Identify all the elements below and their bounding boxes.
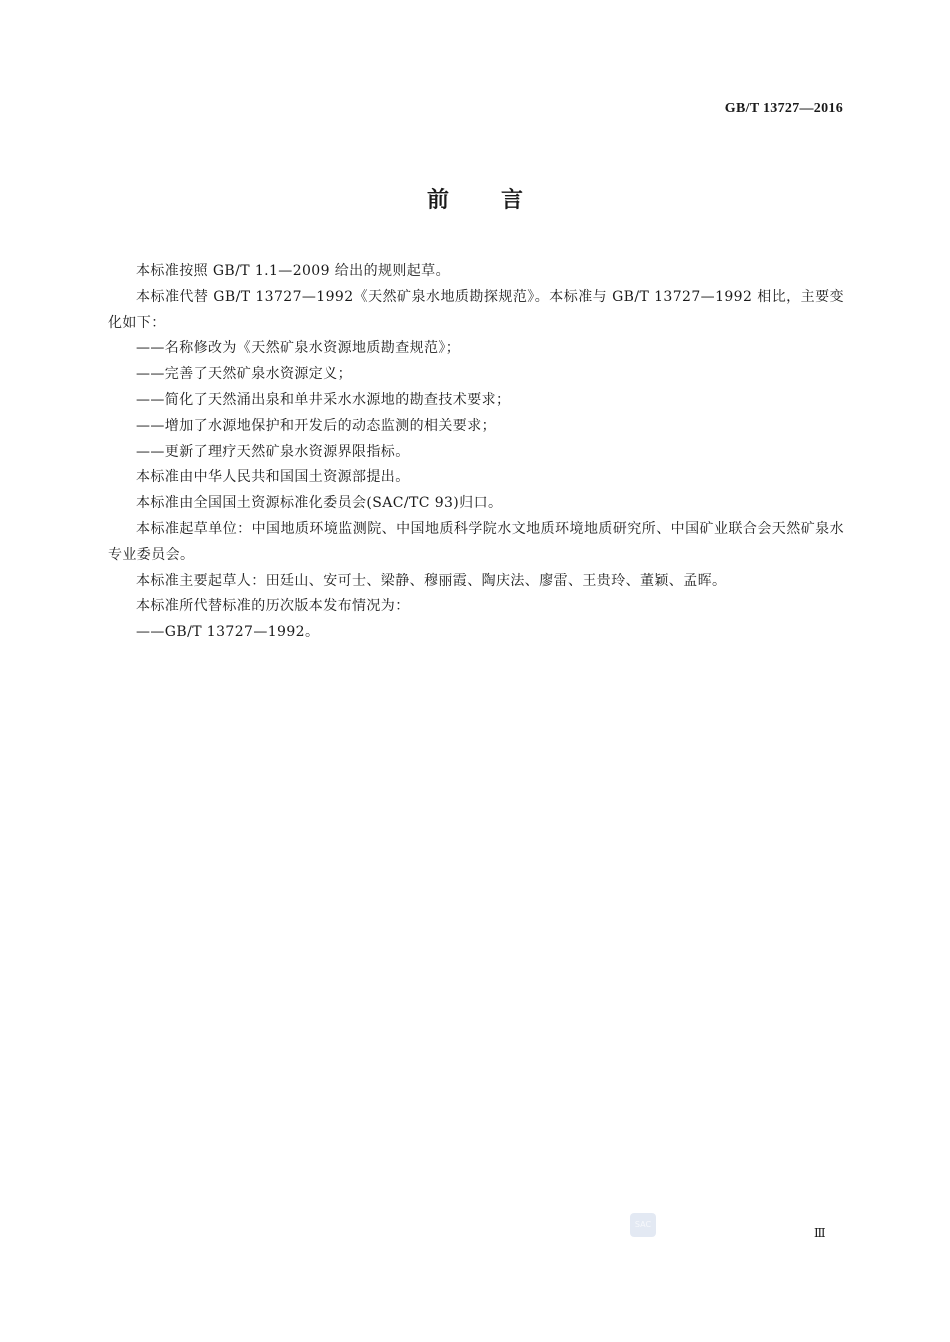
standard-code: GB/T 13727—2016 bbox=[724, 101, 843, 116]
paragraph-administrator: 本标准由全国国土资源标准化委员会(SAC/TC 93)归口。 bbox=[136, 495, 503, 512]
history-item: ——GB/T 13727—1992。 bbox=[136, 624, 320, 641]
preface-body bbox=[108, 259, 844, 646]
paragraph-drafters: 本标准主要起草人：田廷山、安可士、梁静、穆丽霞、陶庆法、廖雷、王贵玲、董颖、孟晖。 bbox=[136, 572, 727, 589]
sac-logo bbox=[630, 1213, 656, 1237]
paragraph-proposer: 本标准由中华人民共和国国土资源部提出。 bbox=[136, 469, 410, 486]
change-item: ——名称修改为《天然矿泉水资源地质勘查规范》； bbox=[136, 340, 461, 357]
change-item: ——增加了水源地保护和开发后的动态监测的相关要求； bbox=[136, 417, 496, 434]
change-item: ——完善了天然矿泉水资源定义； bbox=[136, 366, 352, 383]
paragraph-drafting-units: 本标准起草单位：中国地质环境监测院、中国地质科学院水文地质环境地质研究所、中国矿业联合会天然矿泉水专业委员会。 bbox=[108, 520, 844, 563]
paragraph-replacement: 本标准代替 GB/T 13727—1992《天然矿泉水地质勘探规范》。本标准与 GB/T 13727—1992 相比，主要变化如下： bbox=[108, 288, 844, 331]
page-title: 前言 bbox=[426, 188, 575, 213]
change-item: ——更新了理疗天然矿泉水资源界限指标。 bbox=[136, 443, 410, 460]
paragraph-history: 本标准所代替标准的历次版本发布情况为： bbox=[136, 598, 410, 615]
change-item: ——简化了天然涌出泉和单井采水水源地的勘查技术要求； bbox=[136, 391, 511, 408]
paragraph-drafting-rule: 本标准按照 GB/T 1.1—2009 给出的规则起草。 bbox=[136, 263, 450, 279]
sac-logo-text: SAC bbox=[634, 1220, 652, 1229]
page-number: Ⅲ bbox=[814, 1226, 826, 1240]
